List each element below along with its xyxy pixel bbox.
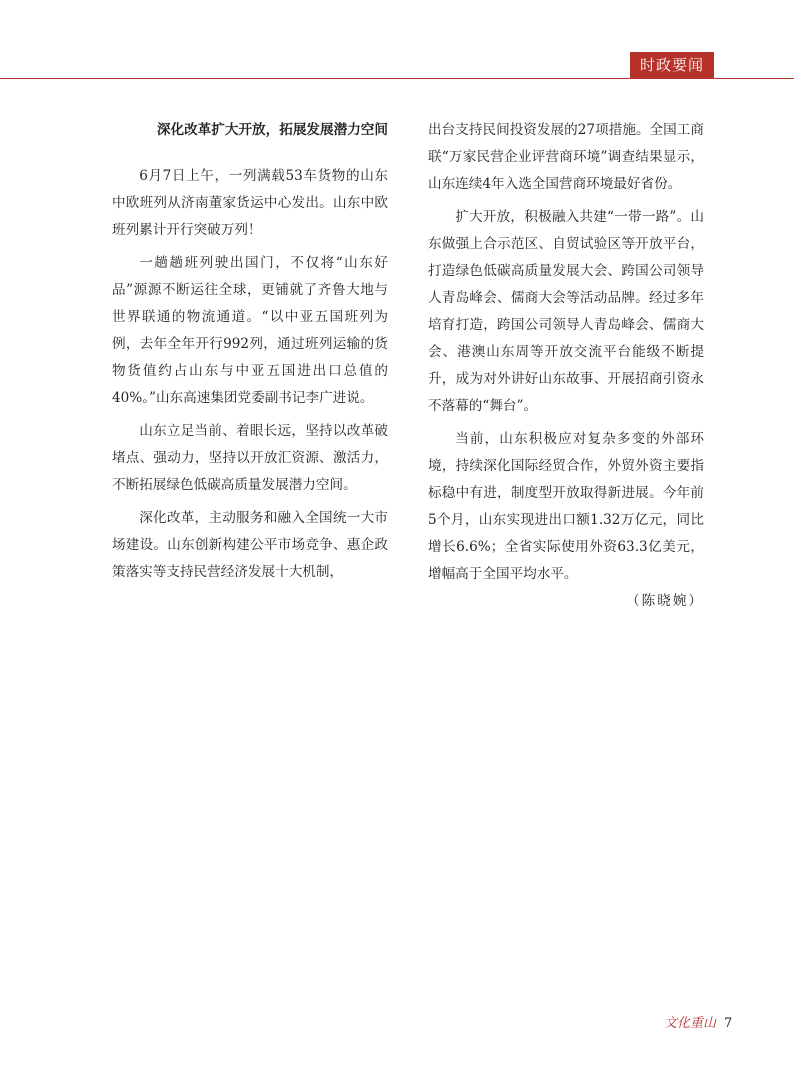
magazine-brand-logo: 文化重山 — [664, 1016, 717, 1031]
paragraph-continuation: 出台支持民间投资发展的27项措施。全国工商联“万家民营企业评营商环境”调查结果显示，山东连续4年入选全国营商环境最好省份。 — [428, 122, 704, 192]
article-author: （陈晓婉） — [626, 593, 704, 609]
paragraph: 一趟趟班列驶出国门，不仅将“山东好品”源源不断运往全球，更铺就了齐鲁大地与世界联通的物流通道。“以中亚五国班列为例，去年全年开行992列，通过班列运输的货物货值约占山东与中亚五国进出口总值的40%。”山东高速集团党委副书记李广进说。 — [112, 255, 388, 406]
paragraph: 6月7日上午，一列满载53车货物的山东中欧班列从济南董家货运中心发出。山东中欧班列累计开行突破万列！ — [112, 168, 388, 238]
article-headline: 深化改革扩大开放，拓展发展潜力空间 — [156, 122, 388, 138]
article-column-right — [428, 117, 704, 615]
paragraph: 扩大开放，积极融入共建“一带一路”。山东做强上合示范区、自贸试验区等开放平台，打造绿色低碳高质量发展大会、跨国公司领导人青岛峰会、儒商大会等活动品牌。经过多年培育打造，跨国公司领导人青岛峰会、儒商大会、港澳山东周等开放交流平台能级不断提升，成为对外讲好山东故事、开展招商引资永不落幕的“舞台”。 — [428, 209, 704, 414]
page-number: 7 — [724, 1016, 733, 1031]
section-label: 时政要闻 — [630, 52, 714, 79]
article-column-left — [112, 117, 388, 586]
paragraph: 山东立足当前、着眼长远，坚持以改革破堵点、强动力，坚持以开放汇资源、激活力，不断拓展绿色低碳高质量发展潜力空间。 — [112, 423, 388, 493]
paragraph: 深化改革，主动服务和融入全国统一大市场建设。山东创新构建公平市场竞争、惠企政策落实等支持民营经济发展十大机制， — [112, 510, 388, 580]
paragraph: 当前，山东积极应对复杂多变的外部环境，持续深化国际经贸合作，外贸外资主要指标稳中有进，制度型开放取得新进展。今年前5个月，山东实现进出口额1.32万亿元，同比增长6.6%；全省实际使用外资63.3亿美元，增幅高于全国平均水平。 — [428, 431, 704, 582]
